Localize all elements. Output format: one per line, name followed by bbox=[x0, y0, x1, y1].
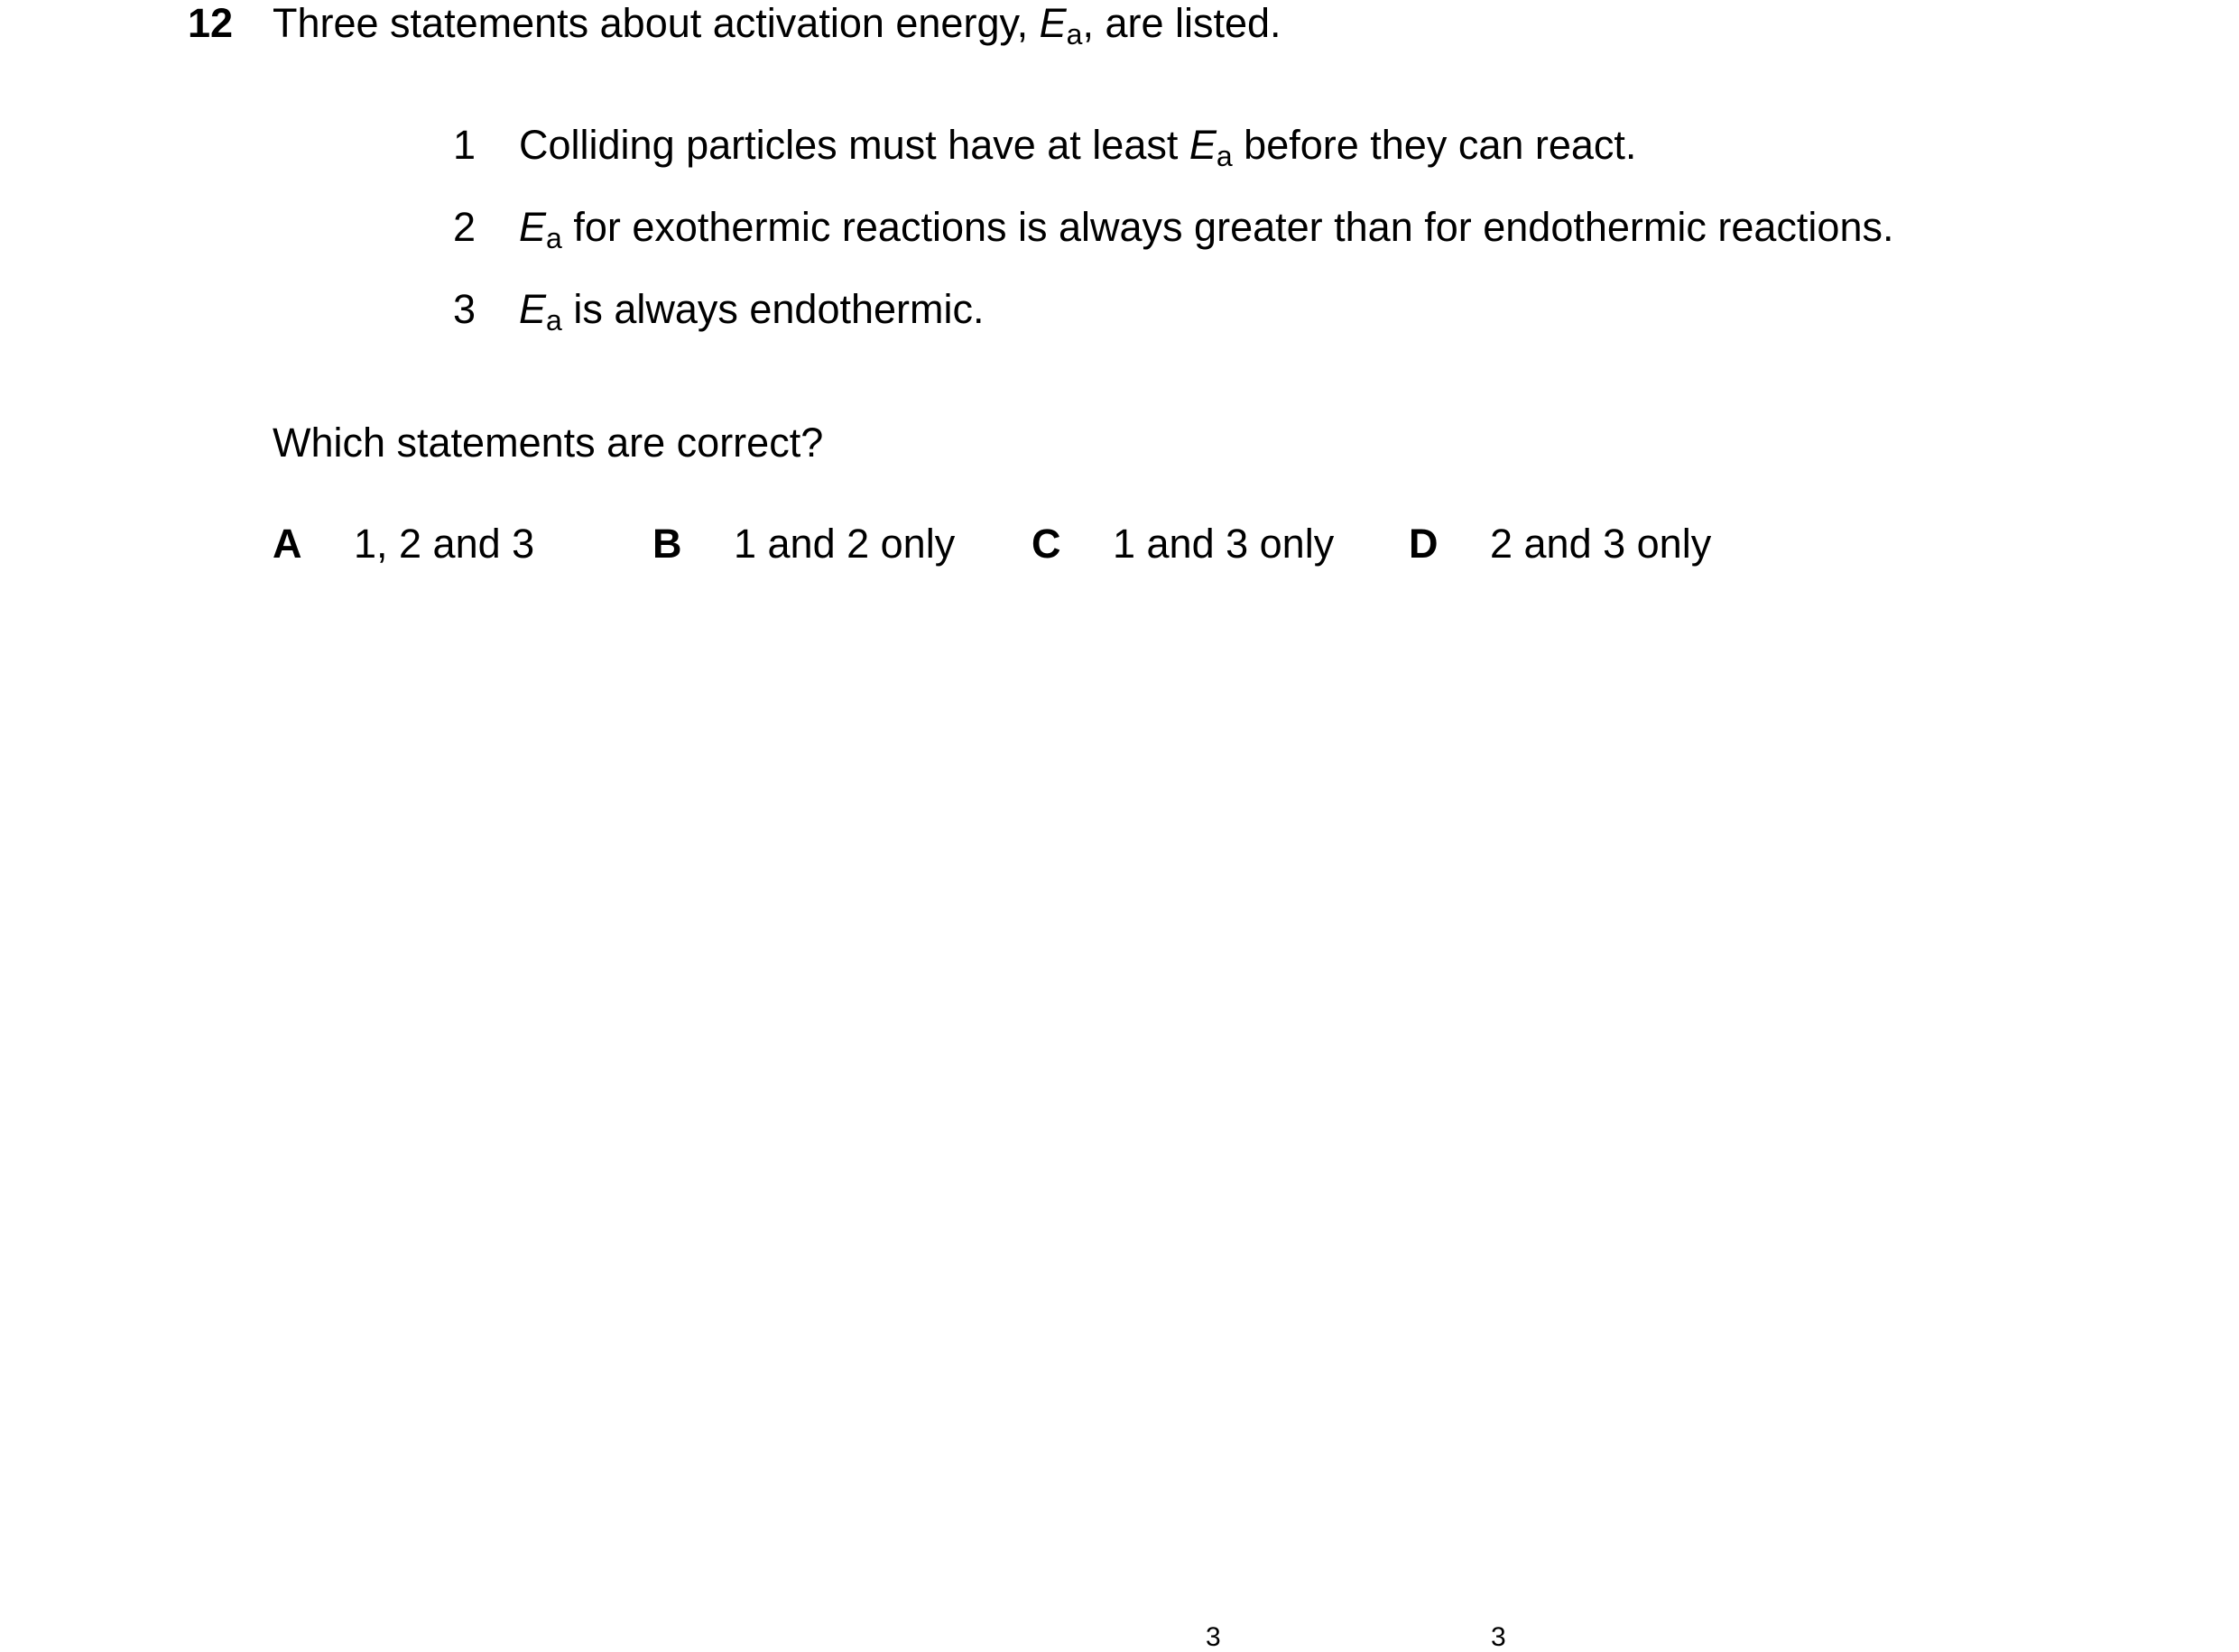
stem-symbol: E bbox=[1039, 0, 1067, 46]
statement-1-number: 1 bbox=[453, 122, 476, 168]
option-c-text[interactable]: 1 and 3 only bbox=[1113, 521, 1335, 567]
question-stem bbox=[273, 0, 1281, 51]
statement-2-subscript: a bbox=[546, 222, 562, 254]
statement-1-subscript: a bbox=[1216, 140, 1233, 172]
option-d-letter[interactable]: D bbox=[1409, 521, 1439, 567]
statement-2-symbol: E bbox=[519, 204, 547, 250]
statement-3-number: 3 bbox=[453, 286, 476, 332]
statement-2-after: for exothermic reactions is always greater than for endothermic reactions. bbox=[561, 204, 1894, 250]
statement-1-symbol: E bbox=[1189, 122, 1217, 168]
statement-3-after: is always endothermic. bbox=[561, 286, 985, 332]
footer-mark-left: 3 bbox=[1206, 1622, 1221, 1652]
statement-1-after: before they can react. bbox=[1232, 122, 1637, 168]
question-prompt: Which statements are correct? bbox=[273, 420, 824, 466]
option-a-letter[interactable]: A bbox=[273, 521, 302, 567]
option-a-text[interactable]: 1, 2 and 3 bbox=[354, 521, 535, 567]
statement-3-symbol: E bbox=[519, 286, 547, 332]
statement-2-text bbox=[519, 204, 1894, 254]
option-d-text[interactable]: 2 and 3 only bbox=[1490, 521, 1712, 567]
statement-1-before: Colliding particles must have at least bbox=[519, 122, 1189, 168]
question-number: 12 bbox=[188, 0, 234, 46]
statement-1-text bbox=[519, 122, 1637, 172]
option-b-text[interactable]: 1 and 2 only bbox=[734, 521, 956, 567]
stem-text-after: , are listed. bbox=[1082, 0, 1281, 46]
statement-3-text bbox=[519, 286, 985, 337]
statement-3-subscript: a bbox=[546, 304, 562, 337]
stem-text-before: Three statements about activation energy, bbox=[273, 0, 1040, 46]
stem-subscript: a bbox=[1066, 18, 1083, 51]
option-c-letter[interactable]: C bbox=[1032, 521, 1061, 567]
option-b-letter[interactable]: B bbox=[652, 521, 682, 567]
footer-mark-right: 3 bbox=[1491, 1622, 1506, 1652]
statement-2-number: 2 bbox=[453, 204, 476, 250]
